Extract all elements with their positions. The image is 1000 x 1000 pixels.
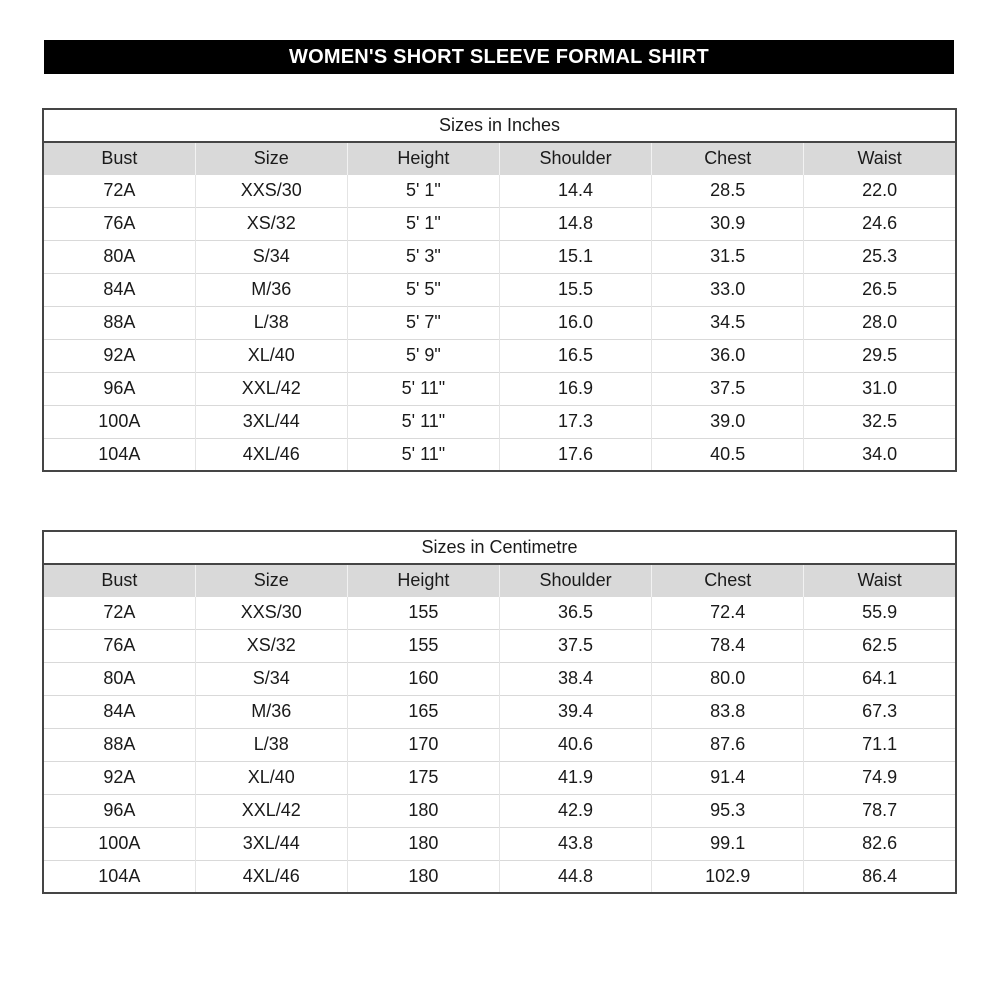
- table-row: [43, 794, 956, 827]
- table-cell: 31.0: [804, 372, 956, 405]
- table-row: [43, 629, 956, 662]
- table-cell: 55.9: [804, 596, 956, 629]
- table-cell: 28.5: [652, 174, 804, 207]
- table-cell: 84A: [43, 273, 195, 306]
- table-cell: 74.9: [804, 761, 956, 794]
- table-cell: 30.9: [652, 207, 804, 240]
- table-cell: 22.0: [804, 174, 956, 207]
- column-header-row: [43, 564, 956, 596]
- column-header-bust: Bust: [43, 142, 195, 174]
- table-cell: XXS/30: [195, 174, 347, 207]
- table-cell: 155: [347, 596, 499, 629]
- table-cell: 31.5: [652, 240, 804, 273]
- table-cell: 86.4: [804, 860, 956, 893]
- table-cell: 34.0: [804, 438, 956, 471]
- table-cell: 78.7: [804, 794, 956, 827]
- table-cell: 26.5: [804, 273, 956, 306]
- table-cell: 43.8: [499, 827, 651, 860]
- table-cell: 28.0: [804, 306, 956, 339]
- table-cell: 100A: [43, 405, 195, 438]
- table-cell: 39.4: [499, 695, 651, 728]
- table-cell: 5' 1": [347, 174, 499, 207]
- table-cell: 36.5: [499, 596, 651, 629]
- table-cell: 4XL/46: [195, 860, 347, 893]
- column-header-chest: Chest: [652, 564, 804, 596]
- table-cell: XXS/30: [195, 596, 347, 629]
- table-cell: 5' 11": [347, 438, 499, 471]
- table-row: [43, 761, 956, 794]
- table-cell: 87.6: [652, 728, 804, 761]
- table-cell: 71.1: [804, 728, 956, 761]
- table-cell: 76A: [43, 207, 195, 240]
- table-cell: 165: [347, 695, 499, 728]
- table-cell: XL/40: [195, 339, 347, 372]
- table-cell: 72A: [43, 174, 195, 207]
- table-cell: 92A: [43, 339, 195, 372]
- table-cell: 5' 3": [347, 240, 499, 273]
- table-cell: 99.1: [652, 827, 804, 860]
- column-header-waist: Waist: [804, 564, 956, 596]
- table-cell: 104A: [43, 438, 195, 471]
- column-header-chest: Chest: [652, 142, 804, 174]
- table-cell: 25.3: [804, 240, 956, 273]
- table-cell: S/34: [195, 662, 347, 695]
- table-cell: 37.5: [652, 372, 804, 405]
- table-cell: 80A: [43, 240, 195, 273]
- table-cell: 5' 5": [347, 273, 499, 306]
- table-cell: 42.9: [499, 794, 651, 827]
- title-banner: [44, 40, 954, 74]
- table-cell: 78.4: [652, 629, 804, 662]
- table-cell: 160: [347, 662, 499, 695]
- table-cell: 88A: [43, 306, 195, 339]
- table-cell: M/36: [195, 273, 347, 306]
- column-header-shoulder: Shoulder: [499, 564, 651, 596]
- table-row: [43, 827, 956, 860]
- column-header-height: Height: [347, 142, 499, 174]
- table-cell: 3XL/44: [195, 827, 347, 860]
- page-title: WOMEN'S SHORT SLEEVE FORMAL SHIRT: [289, 45, 709, 68]
- table-row: [43, 860, 956, 893]
- table-cell: 38.4: [499, 662, 651, 695]
- table-cell: 36.0: [652, 339, 804, 372]
- table-cell: 102.9: [652, 860, 804, 893]
- table-cell: 95.3: [652, 794, 804, 827]
- table-cell: 5' 11": [347, 372, 499, 405]
- table-cell: 72A: [43, 596, 195, 629]
- table-cell: 155: [347, 629, 499, 662]
- table-cell: 44.8: [499, 860, 651, 893]
- table-cell: 170: [347, 728, 499, 761]
- table-cell: 80.0: [652, 662, 804, 695]
- table-row: [43, 207, 956, 240]
- table-cell: 32.5: [804, 405, 956, 438]
- table-title-row: [43, 109, 956, 142]
- table-row: [43, 240, 956, 273]
- table-cell: 14.8: [499, 207, 651, 240]
- table-cell: 180: [347, 860, 499, 893]
- table-cell: 64.1: [804, 662, 956, 695]
- table-cell: L/38: [195, 728, 347, 761]
- table-cell: 83.8: [652, 695, 804, 728]
- column-header-shoulder: Shoulder: [499, 142, 651, 174]
- table-cell: 16.5: [499, 339, 651, 372]
- table-row: [43, 339, 956, 372]
- table-cell: XXL/42: [195, 794, 347, 827]
- table-cell: 175: [347, 761, 499, 794]
- table-row: [43, 174, 956, 207]
- table-title-row: [43, 531, 956, 564]
- table-row: [43, 306, 956, 339]
- inches-table-body: [43, 174, 956, 471]
- table-cell: 24.6: [804, 207, 956, 240]
- table-row: [43, 695, 956, 728]
- table-cell: 88A: [43, 728, 195, 761]
- table-cell: 82.6: [804, 827, 956, 860]
- table-cell: 4XL/46: [195, 438, 347, 471]
- table-cell: 16.9: [499, 372, 651, 405]
- table-cell: 29.5: [804, 339, 956, 372]
- table-row: [43, 728, 956, 761]
- column-header-size: Size: [195, 142, 347, 174]
- table-cell: 62.5: [804, 629, 956, 662]
- table-cell: 180: [347, 794, 499, 827]
- table-cell: 40.6: [499, 728, 651, 761]
- table-cell: 91.4: [652, 761, 804, 794]
- table-row: [43, 438, 956, 471]
- table-cell: 72.4: [652, 596, 804, 629]
- table-cell: 15.1: [499, 240, 651, 273]
- table-cell: 180: [347, 827, 499, 860]
- table-row: [43, 596, 956, 629]
- table-cell: 96A: [43, 794, 195, 827]
- table-cell: 34.5: [652, 306, 804, 339]
- table-cell: 5' 11": [347, 405, 499, 438]
- column-header-waist: Waist: [804, 142, 956, 174]
- table-row: [43, 662, 956, 695]
- table-cell: 33.0: [652, 273, 804, 306]
- table-cell: 67.3: [804, 695, 956, 728]
- column-header-row: [43, 142, 956, 174]
- table-cell: 14.4: [499, 174, 651, 207]
- table-cell: 37.5: [499, 629, 651, 662]
- table-cell: M/36: [195, 695, 347, 728]
- table-cell: 92A: [43, 761, 195, 794]
- table-row: [43, 372, 956, 405]
- table-cell: XL/40: [195, 761, 347, 794]
- column-header-size: Size: [195, 564, 347, 596]
- table-cell: 39.0: [652, 405, 804, 438]
- table-cell: XXL/42: [195, 372, 347, 405]
- centimetre-size-table: [42, 530, 957, 894]
- inches-size-table: [42, 108, 957, 472]
- table-cell: 96A: [43, 372, 195, 405]
- table-cell: 3XL/44: [195, 405, 347, 438]
- table-cell: 80A: [43, 662, 195, 695]
- table-cell: 16.0: [499, 306, 651, 339]
- table-title: Sizes in Centimetre: [43, 531, 956, 564]
- table-cell: XS/32: [195, 207, 347, 240]
- table-cell: L/38: [195, 306, 347, 339]
- table-cell: 41.9: [499, 761, 651, 794]
- table-title: Sizes in Inches: [43, 109, 956, 142]
- table-cell: 17.3: [499, 405, 651, 438]
- table-cell: 104A: [43, 860, 195, 893]
- table-cell: 5' 1": [347, 207, 499, 240]
- centimetre-table-body: [43, 596, 956, 893]
- table-cell: XS/32: [195, 629, 347, 662]
- table-cell: 5' 7": [347, 306, 499, 339]
- table-cell: 40.5: [652, 438, 804, 471]
- column-header-bust: Bust: [43, 564, 195, 596]
- column-header-height: Height: [347, 564, 499, 596]
- table-cell: 100A: [43, 827, 195, 860]
- table-cell: 15.5: [499, 273, 651, 306]
- table-cell: 17.6: [499, 438, 651, 471]
- table-cell: 76A: [43, 629, 195, 662]
- table-cell: 5' 9": [347, 339, 499, 372]
- table-row: [43, 405, 956, 438]
- table-cell: 84A: [43, 695, 195, 728]
- table-cell: S/34: [195, 240, 347, 273]
- table-row: [43, 273, 956, 306]
